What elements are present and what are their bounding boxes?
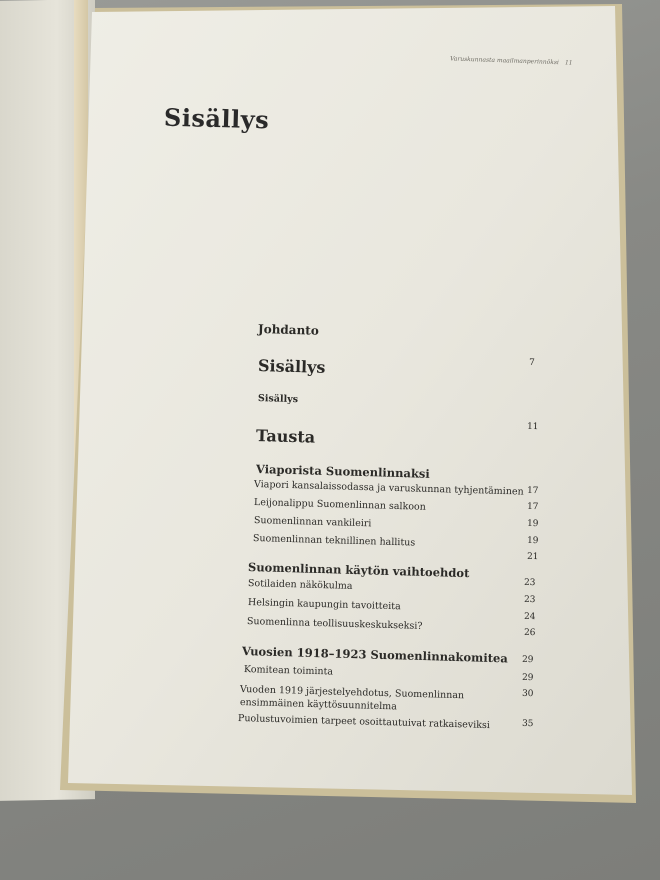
toc-entry: Sisällys bbox=[257, 356, 326, 377]
toc-page-number: 19 bbox=[526, 518, 539, 530]
toc-entry: Suomenlinnan teknillinen hallitus bbox=[252, 533, 416, 549]
toc-page-number: 30 bbox=[521, 688, 534, 700]
toc-page-number: 23 bbox=[523, 594, 536, 606]
toc-entry: Sisällys bbox=[257, 393, 299, 406]
toc-entry: Johdanto bbox=[257, 322, 320, 338]
toc-entry: Leijonalippu Suomenlinnan salkoon bbox=[253, 497, 426, 513]
toc-entry: Komitean toiminta bbox=[243, 664, 334, 678]
toc-page-number: 24 bbox=[523, 611, 536, 623]
toc-page-number: 29 bbox=[521, 672, 534, 684]
toc-page-number: 11 bbox=[526, 421, 539, 433]
toc-entry: Viaporista Suomenlinnaksi bbox=[255, 462, 430, 481]
toc-page-number: 23 bbox=[523, 577, 536, 589]
toc-entry: Suomenlinna teollisuuskeskukseksi? bbox=[246, 616, 423, 632]
toc-page-number: 21 bbox=[526, 551, 539, 563]
toc-entry: Vuosien 1918–1923 Suomenlinnakomitea bbox=[241, 644, 508, 666]
toc-entry: Suomenlinnan käytön vaihtoehdot bbox=[247, 560, 470, 581]
toc-page-number: 29 bbox=[521, 654, 534, 666]
toc-entry: Helsingin kaupungin tavoitteita bbox=[247, 597, 401, 613]
toc-entry: Vuoden 1919 järjestelyehdotus, Suomenlinnan bbox=[239, 684, 465, 702]
toc-page-number: 17 bbox=[526, 501, 539, 513]
toc-entry: Viapori kansalaissodassa ja varuskunnan tyhjentäminen bbox=[253, 479, 524, 498]
toc-page-number: 17 bbox=[526, 485, 539, 497]
toc-entry: ensimmäinen käyttösuunnitelma bbox=[239, 697, 398, 713]
header-page-number: 11 bbox=[564, 59, 573, 67]
toc-page-number: 7 bbox=[528, 357, 535, 369]
running-title: Varuskunnasta maailmanperinnöksi bbox=[449, 55, 560, 67]
toc-entry: Suomenlinnan vankileiri bbox=[253, 515, 372, 530]
toc-page-number: 19 bbox=[526, 535, 539, 547]
toc-page-number: 35 bbox=[521, 718, 534, 730]
toc-page-number: 26 bbox=[523, 627, 536, 639]
toc-entry: Puolustuvoimien tarpeet osoittautuivat ratkaiseviksi bbox=[237, 713, 491, 732]
page-title: Sisällys bbox=[163, 102, 270, 135]
toc-entry: Tausta bbox=[255, 426, 316, 447]
toc-entry: Sotilaiden näkökulma bbox=[247, 578, 353, 592]
